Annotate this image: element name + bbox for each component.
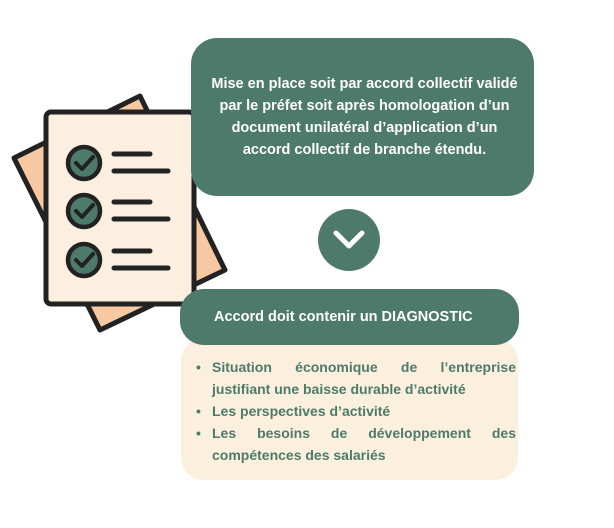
diagnostic-heading-box	[180, 289, 519, 345]
bullet: •	[196, 359, 201, 375]
list-item	[181, 400, 518, 422]
list-item-text: Les perspectives d’activité	[212, 403, 391, 419]
list-item-text: Situation économique de l’entreprise justifiant une baisse durable d’activité	[212, 359, 516, 397]
list-item	[181, 422, 518, 466]
requirements-box	[181, 339, 518, 480]
intro-text: Mise en place soit par accord collectif validé par le préfet soit après homologation d’un document unilatéral d’application d’un accord collectif de branche étendu.	[211, 76, 518, 158]
list-item	[181, 356, 518, 400]
bullet: •	[196, 403, 201, 419]
diagnostic-heading: Accord doit contenir un DIAGNOSTIC	[214, 309, 473, 325]
list-item-text: Les besoins de développement des compétences des salariés	[212, 425, 516, 463]
bullet: •	[196, 425, 201, 441]
intro-box	[191, 38, 534, 196]
chevron-down-icon	[318, 209, 380, 271]
flow-arrow-circle	[318, 209, 380, 271]
requirements-list	[181, 356, 518, 466]
